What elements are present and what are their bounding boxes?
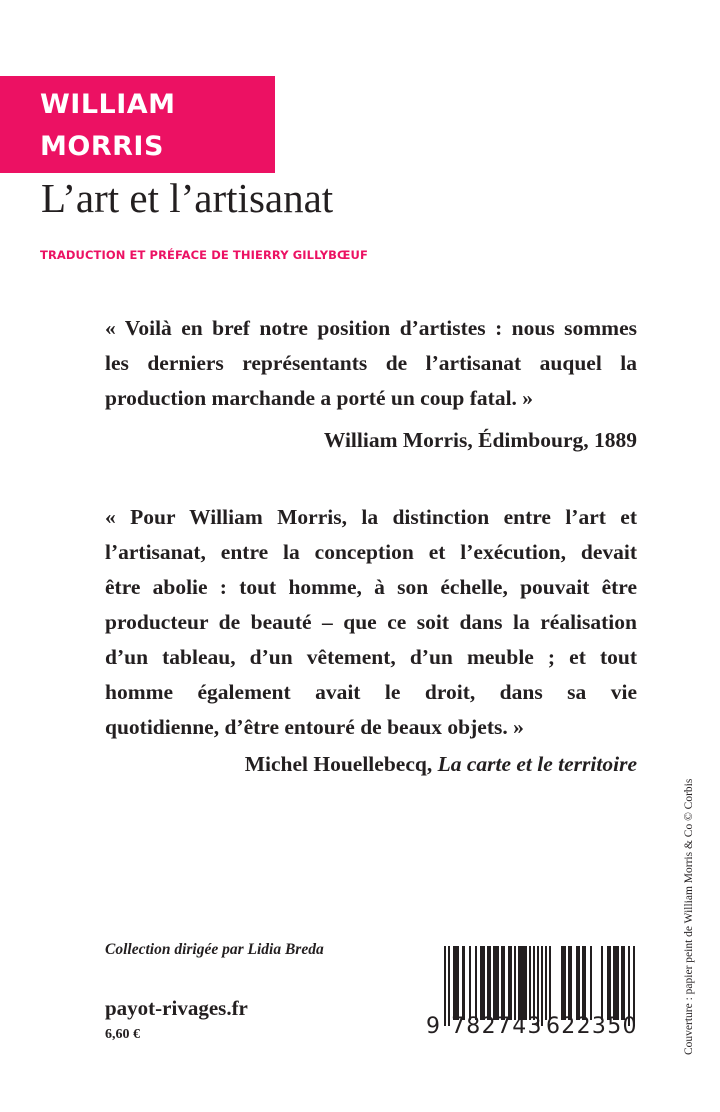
quote-morris — [105, 311, 637, 416]
quote-line: les derniers représentants de l’artisanat auquel la — [105, 351, 637, 375]
publisher-website[interactable]: payot-rivages.fr — [105, 996, 248, 1020]
translator-credit: TRADUCTION ET PRÉFACE DE THIERRY GILLYBŒUF — [40, 248, 368, 262]
barcode-right-digits: 622350 — [546, 1014, 638, 1039]
author-first-name: WILLIAM — [40, 89, 176, 120]
author-last-name: MORRIS — [40, 131, 164, 162]
collection-editor: Collection dirigée par Lidia Breda — [105, 941, 324, 958]
attribution-work: La carte et le territoire — [437, 752, 637, 776]
cover-credit: Couverture : papier peint de William Morris & Co © Corbis — [683, 778, 695, 1055]
quote-attribution-houellebecq — [245, 752, 637, 777]
quote-line: d’un tableau, d’un vêtement, d’un meuble ; et tout — [105, 645, 637, 669]
quote-line: « Voilà en bref notre position d’artistes : nous sommes — [105, 316, 637, 340]
quote-line: l’artisanat, entre la conception et l’exécution, devait — [105, 540, 637, 564]
price: 6,60 € — [105, 1027, 140, 1042]
quote-attribution-morris: William Morris, Édimbourg, 1889 — [323, 428, 637, 452]
barcode-left-digits: 782743 — [451, 1014, 543, 1039]
barcode-lead-digit: 9 — [426, 1014, 442, 1039]
quote-line: homme également avait le droit, dans sa vie — [105, 680, 637, 704]
isbn-barcode — [426, 946, 646, 1054]
attribution-author: Michel Houellebecq, — [244, 752, 438, 776]
quote-line: production marchande a porté un coup fatal. » — [105, 386, 534, 410]
quote-line: producteur de beauté – que ce soit dans la réalisation — [105, 610, 637, 634]
quote-line: quotidienne, d’être entouré de beaux objets. » — [105, 715, 524, 739]
quote-line: « Pour William Morris, la distinction entre l’art et — [105, 505, 637, 529]
quote-houellebecq — [105, 500, 637, 745]
quote-line: être abolie : tout homme, à son échelle, pouvait être — [105, 575, 637, 599]
author-banner — [0, 76, 275, 173]
book-title: L’art et l’artisanat — [41, 175, 334, 221]
